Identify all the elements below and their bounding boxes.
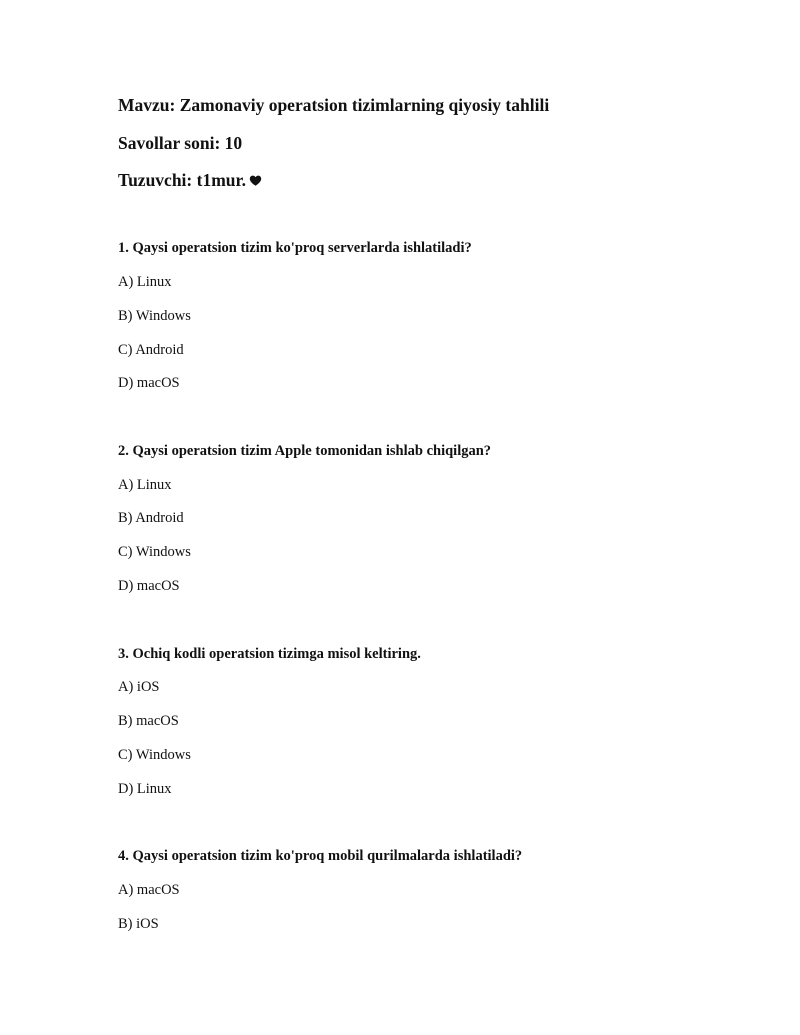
question-1-option-c: C) Android	[118, 342, 184, 358]
question-2: 2. Qaysi operatsion tizim Apple tomonidan ishlab chiqilgan?	[118, 443, 492, 459]
question-2-option-b: B) Android	[118, 510, 184, 526]
question-1-option-a: A) Linux	[118, 274, 172, 290]
topic-heading: Mavzu: Zamonaviy operatsion tizimlarning qiyosiy tahlili	[118, 95, 550, 115]
question-count-heading: Savollar soni: 10	[118, 133, 243, 153]
question-4: 4. Qaysi operatsion tizim ko'proq mobil qurilmalarda ishlatiladi?	[118, 848, 523, 864]
question-4-option-b: B) iOS	[118, 916, 159, 932]
question-3-option-d: D) Linux	[118, 781, 172, 797]
author-heading	[118, 170, 262, 191]
question-1: 1. Qaysi operatsion tizim ko'proq serverlarda ishlatiladi?	[118, 240, 472, 256]
question-3: 3. Ochiq kodli operatsion tizimga misol keltiring.	[118, 646, 421, 662]
question-3-option-b: B) macOS	[118, 713, 179, 729]
question-1-option-b: B) Windows	[118, 308, 191, 324]
question-3-option-c: C) Windows	[118, 747, 191, 763]
author-text: Tuzuvchi: t1mur.	[118, 170, 247, 190]
question-3-option-a: A) iOS	[118, 679, 160, 695]
heart-icon	[249, 174, 262, 187]
question-2-option-d: D) macOS	[118, 578, 180, 594]
question-1-option-d: D) macOS	[118, 375, 180, 391]
question-2-option-a: A) Linux	[118, 477, 172, 493]
question-4-option-a: A) macOS	[118, 882, 180, 898]
question-2-option-c: C) Windows	[118, 544, 191, 560]
